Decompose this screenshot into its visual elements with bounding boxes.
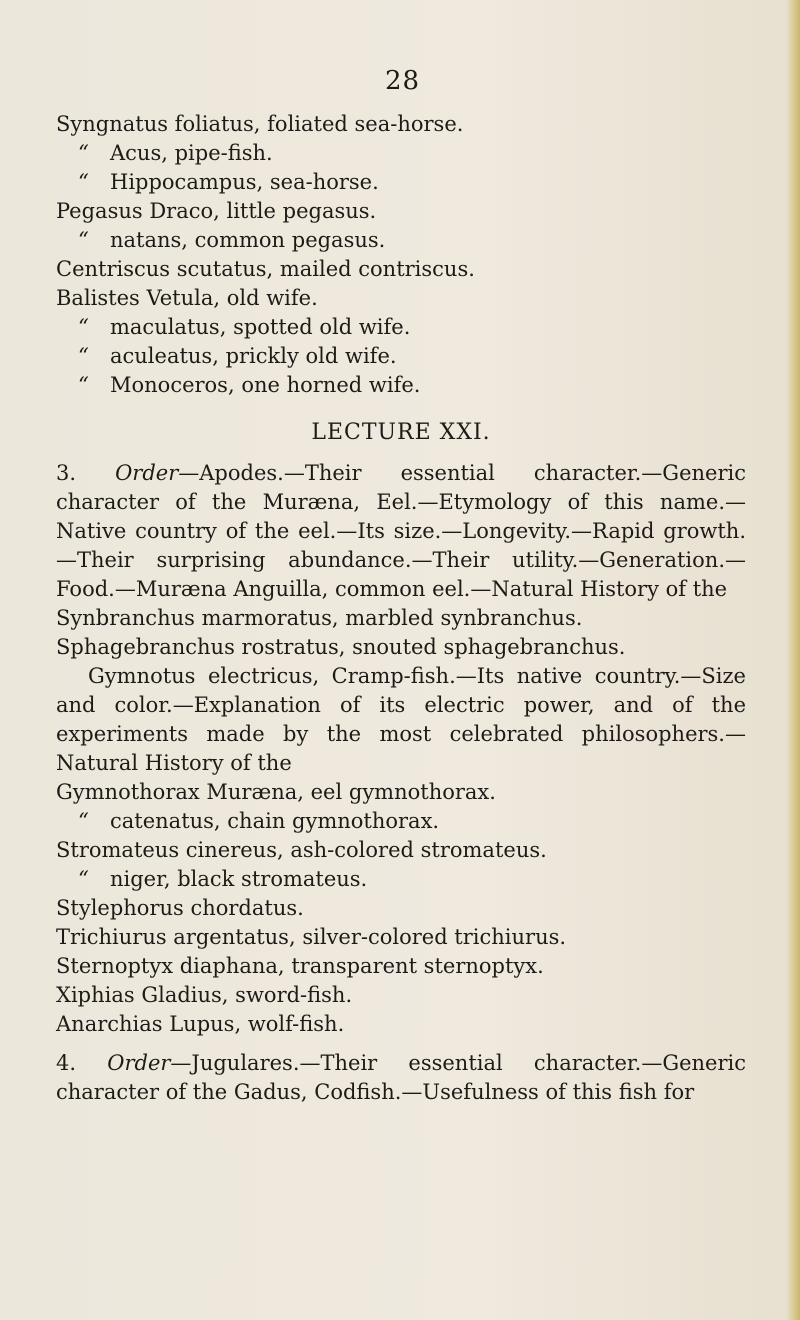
paragraph-number: 4. (56, 1051, 77, 1075)
species-entry (56, 923, 746, 952)
species-latin-name: Sternoptyx diaphana, (56, 954, 285, 978)
species-latin-name: Stromateus cinereus, (56, 838, 284, 862)
species-list-2 (56, 604, 746, 662)
species-entry (56, 139, 746, 168)
species-entry (56, 1010, 746, 1039)
species-common-name: little pegasus. (226, 199, 377, 223)
page-number: 28 (385, 66, 421, 96)
ditto-mark: “ (78, 228, 89, 252)
species-entry (56, 633, 746, 662)
species-latin-name: Acus, (110, 141, 168, 165)
species-latin-name: Monoceros, (110, 373, 235, 397)
species-entry (56, 865, 746, 894)
species-latin-name: Synbranchus marmoratus, (56, 606, 339, 630)
page-content (56, 110, 746, 1107)
species-latin-name: Xiphias Gladius, (56, 983, 229, 1007)
species-latin-name: Sphagebranchus rostratus, (56, 635, 346, 659)
species-entry (56, 284, 746, 313)
paragraph-text: Gymnotus electricus, Cramp-fish.—Its native country.—Size and color.—Explanation of its electric power, and of the experiments made by the most celebrated philosophers.—Natural History of the (56, 664, 746, 775)
species-entry (56, 952, 746, 981)
species-common-name: chain gymnothorax. (227, 809, 440, 833)
species-latin-name: Centriscus scutatus, (56, 257, 274, 281)
order-label: Order (115, 461, 179, 485)
paragraph-order-apodes (56, 459, 746, 604)
species-entry (56, 836, 746, 865)
paragraph-order-jugulares (56, 1049, 746, 1107)
species-common-name: transparent sternoptyx. (291, 954, 544, 978)
species-latin-name: maculatus, (110, 315, 227, 339)
species-entry (56, 778, 746, 807)
species-common-name: prickly old wife. (225, 344, 397, 368)
page-edge (786, 0, 800, 1320)
paragraph-number: 3. (56, 461, 77, 485)
species-common-name: one horned wife. (241, 373, 421, 397)
species-common-name: common pegasus. (194, 228, 386, 252)
species-latin-name: Hippocampus, (110, 170, 264, 194)
species-latin-name: Balistes Vetula, (56, 286, 221, 310)
paragraph-text: —Apodes.—Their essential character.—Generic character of the Muræna, Eel.—Etymology of this name.—Native country of the eel.—Its size.—Longevity.—Rapid growth.—Their surprising abundance.—Their utility.—Generation.—Food.—Muræna Anguilla, common eel.—Natural History of the (56, 461, 746, 601)
species-common-name: foliated sea-horse. (267, 112, 464, 136)
species-latin-name: Pegasus Draco, (56, 199, 220, 223)
species-common-name: pipe-fish. (174, 141, 273, 165)
species-entry (56, 371, 746, 400)
species-entry (56, 604, 746, 633)
species-common-name: ash-colored stromateus. (290, 838, 547, 862)
species-entry (56, 226, 746, 255)
species-common-name: wolf-fish. (247, 1012, 345, 1036)
ditto-mark: “ (78, 344, 89, 368)
species-latin-name: Stylephorus chordatus. (56, 896, 304, 920)
species-latin-name: natans, (110, 228, 188, 252)
species-common-name: snouted sphagebranchus. (352, 635, 626, 659)
species-entry (56, 255, 746, 284)
species-latin-name: catenatus, (110, 809, 221, 833)
species-latin-name: Syngnatus foliatus, (56, 112, 261, 136)
species-common-name: old wife. (226, 286, 318, 310)
species-common-name: sword-fish. (235, 983, 353, 1007)
ditto-mark: “ (78, 141, 89, 165)
species-common-name: marbled synbranchus. (345, 606, 583, 630)
species-list-1 (56, 110, 746, 400)
species-entry (56, 342, 746, 371)
ditto-mark: “ (78, 867, 89, 891)
species-entry (56, 313, 746, 342)
ditto-mark: “ (78, 315, 89, 339)
species-latin-name: niger, (110, 867, 171, 891)
species-entry (56, 981, 746, 1010)
lecture-heading: LECTURE XXI. (311, 420, 491, 445)
species-latin-name: aculeatus, (110, 344, 219, 368)
species-common-name: spotted old wife. (233, 315, 411, 339)
ditto-mark: “ (78, 170, 89, 194)
species-latin-name: Anarchias Lupus, (56, 1012, 242, 1036)
species-latin-name: Gymnothorax Muræna, (56, 780, 304, 804)
species-entry (56, 110, 746, 139)
species-common-name: sea-horse. (269, 170, 379, 194)
species-common-name: silver-colored trichiurus. (302, 925, 567, 949)
species-entry (56, 807, 746, 836)
species-entry (56, 168, 746, 197)
paragraph-gymnotus (56, 662, 746, 778)
ditto-mark: “ (78, 373, 89, 397)
species-common-name: mailed contriscus. (279, 257, 475, 281)
order-label: Order (107, 1051, 171, 1075)
species-list-3 (56, 778, 746, 1039)
ditto-mark: “ (78, 809, 89, 833)
species-entry (56, 894, 746, 923)
species-latin-name: Trichiurus argentatus, (56, 925, 296, 949)
species-entry (56, 197, 746, 226)
species-common-name: black stromateus. (177, 867, 368, 891)
paragraph-text: —Jugulares.—Their essential character.—Generic character of the Gadus, Codfish.—Usefulness of this fish for (56, 1051, 746, 1104)
species-common-name: eel gymnothorax. (310, 780, 496, 804)
